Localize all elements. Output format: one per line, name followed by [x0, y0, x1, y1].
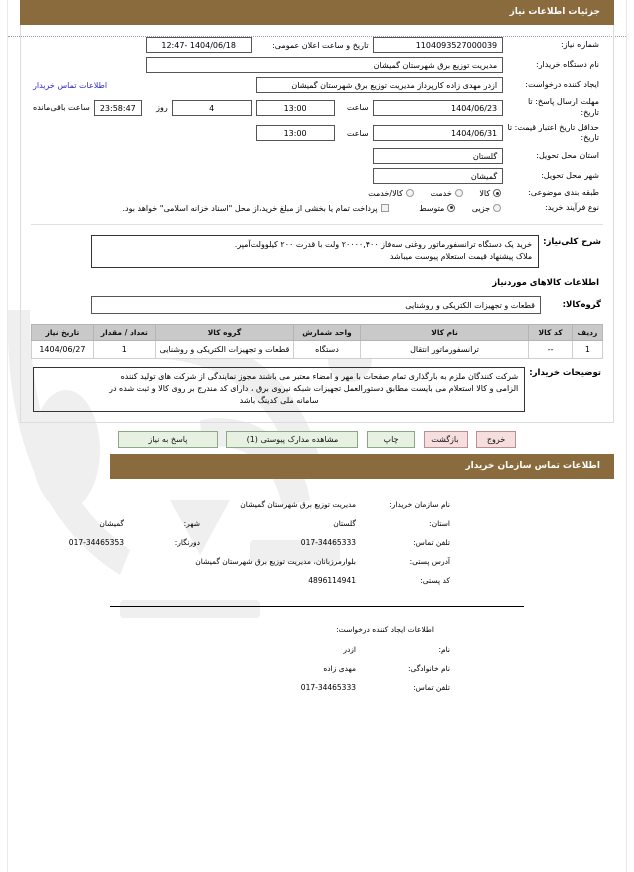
contact-postal-label: کد پستی:	[420, 575, 450, 585]
classification-option-both[interactable]	[368, 189, 414, 198]
buyer-notes-row	[31, 365, 603, 414]
city-cell	[371, 166, 506, 186]
requester-spacer-e	[453, 678, 614, 697]
contact-bar-wrap	[110, 454, 614, 479]
requester-row-family	[20, 659, 614, 678]
contact-row-org	[20, 495, 614, 514]
contact-spacer-e	[453, 533, 614, 552]
process-option-jozei[interactable]	[472, 204, 501, 213]
goods-group-label: گروه‌کالا:	[562, 299, 601, 310]
form-row-need-number	[31, 35, 603, 55]
form-row-province	[31, 146, 603, 166]
cell-qty: 1	[93, 340, 155, 358]
days-box	[170, 98, 254, 118]
buyer-notes-line-1: شرکت کنندگان ملزم به بارگذاری تمام صفحات با مهر و امضاء معتبر می باشند مجوز نمایندگی از شرکت های تولید کننده	[120, 371, 519, 381]
spacer-cell-1	[31, 35, 144, 55]
buyer-org-label: نام دستگاه خریدار:	[536, 59, 599, 69]
requester-table	[20, 640, 614, 697]
contact-spacer-d	[453, 514, 614, 533]
radio-both-icon[interactable]	[406, 189, 414, 197]
radio-jozei-icon[interactable]	[493, 204, 501, 212]
need-number-label: شماره نیاز:	[561, 39, 599, 49]
need-details-bar-wrap	[20, 0, 614, 25]
need-details-header: جزئیات اطلاعات نیاز	[20, 0, 614, 25]
buyer-notes-line-3: سامانه ملی کدینگ باشد	[239, 395, 319, 405]
contact-spacer-g	[453, 571, 614, 590]
cell-unit: دستگاه	[294, 340, 361, 358]
classification-option-kala-label: کالا	[479, 189, 491, 199]
requester-spacer-c	[453, 659, 614, 678]
spacer-cell-6	[144, 146, 254, 166]
contact-province-label: استان:	[429, 518, 450, 528]
deadline-hour-label: ساعت	[346, 103, 369, 113]
need-number-cell	[371, 35, 506, 55]
col-header-date: تاریخ نیاز	[32, 324, 94, 340]
countdown-cell	[31, 95, 144, 121]
countdown-timer: 23:58:47	[94, 100, 142, 116]
creator-cell	[254, 75, 506, 95]
requester-family-label: نام خانوادگی:	[407, 663, 450, 673]
contact-org-value: مدیریت توزیع برق شهرستان گمیشان	[240, 499, 356, 509]
cell-name: ترانسفورماتور انتقال	[360, 340, 529, 358]
deadline-date-cell	[371, 95, 506, 121]
process-options	[31, 201, 505, 216]
buyer-notes-label: توضیحات خریدار:	[529, 367, 601, 378]
contact-spacer-b	[127, 495, 203, 514]
contact-address-value: بلوارمرزبانان، مدیریت توزیع برق شهرستان گمیشان	[195, 556, 356, 566]
province-cell	[371, 146, 506, 166]
summary-row	[31, 233, 603, 270]
contact-province-value: گلستان	[333, 518, 356, 528]
summary-table	[31, 233, 603, 270]
spacer-cell-4	[31, 121, 144, 147]
city-label: شهر محل تحویل:	[541, 170, 599, 180]
print-button[interactable]: چاپ	[367, 431, 415, 448]
goods-group-input[interactable]: قطعات و تجهیزات الکتریکی و روشنایی	[91, 296, 541, 314]
contact-row-postal	[20, 571, 614, 590]
spacer-cell-5	[254, 146, 371, 166]
province-label: استان محل تحویل:	[536, 150, 599, 160]
radio-kala-icon[interactable]	[493, 189, 501, 197]
city-input[interactable]: گمیشان	[373, 168, 504, 184]
classification-label: طبقه بندی موضوعی:	[528, 188, 599, 198]
goods-group-cell	[31, 294, 543, 316]
process-option-jozei-label: جزیی	[471, 203, 491, 213]
validity-hour-box	[254, 123, 337, 143]
summary-line-1: خرید یک دستگاه ترانسفورماتور روغنی سه‌فاز ۲۰۰۰۰,۴۰۰ ولت با قدرت ۲۰۰ کیلوولت‌آمپر.	[234, 239, 533, 249]
announce-label: تاریخ و ساعت اعلان عمومی:	[272, 40, 369, 50]
back-button[interactable]: بازگشت	[424, 431, 468, 448]
classification-option-khedmat[interactable]	[430, 189, 462, 198]
validity-date-cell	[371, 121, 506, 147]
contact-phone-value: 017-34465333	[300, 537, 356, 547]
contact-fax-value: 017-34465353	[68, 537, 124, 547]
contact-city-label: شهر:	[183, 518, 200, 528]
validity-hour-input[interactable]: 13:00	[256, 125, 335, 141]
spacer-cell-2	[31, 55, 144, 75]
treasury-checkbox-group[interactable]	[123, 204, 389, 213]
spacer-before-table	[31, 316, 603, 324]
summary-box-cell	[31, 233, 541, 270]
days-unit-label: روز	[156, 103, 168, 113]
process-option-motavaset[interactable]	[419, 204, 455, 213]
contact-org-label: نام سازمان خریدار:	[389, 499, 450, 509]
process-label: نوع فرآیند خرید:	[545, 202, 599, 212]
spacer-cell-3	[144, 121, 254, 147]
deadline-hour-input[interactable]: 13:00	[256, 100, 335, 116]
radio-khedmat-icon[interactable]	[455, 189, 463, 197]
classification-options	[31, 186, 505, 201]
view-attachments-button[interactable]: مشاهده مدارک پیوستی (1)	[226, 431, 358, 448]
requester-name-label: نام:	[438, 644, 450, 654]
creator-label: ایجاد کننده درخواست:	[525, 79, 599, 89]
col-header-unit: واحد شمارش	[294, 324, 361, 340]
deadline-hour-cell	[254, 95, 371, 121]
form-row-creator	[31, 75, 603, 95]
contact-section-header: اطلاعات تماس سازمان خریدار	[110, 454, 614, 479]
summary-label: شرح کلی‌نیاز:	[543, 236, 601, 247]
requester-name-value: ازدر	[343, 644, 356, 654]
form-row-process	[31, 201, 603, 216]
buyer-notes-line-2: الزامی و کالا استعلام می بایست مطابق دستورالعمل تجهیزات شبکه نیروی برق ، دارای کد مندرج بر روی کالا و ثبت شده در	[109, 383, 519, 393]
contact-postal-value: 4896114941	[308, 575, 356, 585]
col-header-qty: تعداد / مقدار	[93, 324, 155, 340]
validity-hour-cell	[254, 121, 371, 147]
form-row-city	[31, 166, 603, 186]
form-row-deadline	[31, 95, 603, 121]
radio-motavaset-icon[interactable]	[447, 204, 455, 212]
buyer-org-cell	[144, 55, 505, 75]
goods-table	[31, 324, 603, 359]
goods-table-header-row	[32, 324, 603, 340]
spacer-cell-9	[144, 166, 254, 186]
buyer-contact-link[interactable]: اطلاعات تماس خریدار	[33, 80, 108, 90]
requester-spacer-b	[20, 640, 203, 659]
announce-cell	[144, 35, 254, 55]
process-option-motavaset-label: متوسط	[419, 203, 445, 213]
requester-family-value: مهدی زاده	[323, 663, 356, 673]
requester-section-title: اطلاعات ایجاد کننده درخواست:	[336, 624, 434, 634]
contact-spacer-a	[453, 495, 614, 514]
col-header-group: گروه کالا	[155, 324, 293, 340]
summary-box	[91, 235, 539, 268]
goods-table-head	[32, 324, 603, 340]
contact-spacer-c	[20, 495, 127, 514]
countdown-box	[92, 98, 144, 118]
requester-row-phone	[20, 678, 614, 697]
buyer-notes-cell	[31, 365, 527, 414]
validity-label: حداقل تاریخ اعتبار قیمت: تا تاریخ:	[507, 122, 599, 143]
col-header-code: کد کالا	[529, 324, 572, 340]
deadline-date-input[interactable]: 1404/06/23	[373, 100, 504, 116]
classification-option-kala[interactable]	[479, 189, 501, 198]
exit-button[interactable]: خروج	[476, 431, 516, 448]
goods-info-heading: اطلاعات کالاهای موردنیاز	[492, 277, 599, 288]
goods-group-row	[31, 294, 603, 316]
countdown-unit-label: ساعت باقی‌مانده	[33, 103, 90, 113]
action-button-row	[0, 423, 634, 454]
contact-fax-label: دورنگار:	[174, 537, 200, 547]
creator-input[interactable]: ازدر مهدی زاده کارپرداز مدیریت توزیع برق شهرستان گمیشان	[256, 77, 504, 93]
cell-date: 1404/06/27	[32, 340, 94, 358]
validity-date-input[interactable]: 1404/06/31	[373, 125, 504, 141]
treasury-checkbox-icon[interactable]	[381, 204, 389, 212]
contact-row-address	[20, 552, 614, 571]
form-row-classification	[31, 186, 603, 201]
contact-info-block	[20, 495, 614, 697]
respond-to-need-button[interactable]: پاسخ به نیاز	[118, 431, 218, 448]
spacer-cell-10	[31, 166, 144, 186]
contact-row-province-city	[20, 514, 614, 533]
contact-divider	[110, 606, 524, 607]
days-remaining-input[interactable]: 4	[172, 100, 252, 116]
summary-line-2: ملاک پیشنهاد قیمت استعلام پیوست میباشد	[389, 251, 533, 261]
deadline-hour-box	[254, 98, 337, 118]
deadline-label: مهلت ارسال پاسخ: تا تاریخ:	[527, 97, 599, 117]
buyer-org-input[interactable]: مدیریت توزیع برق شهرستان گمیشان	[146, 57, 503, 73]
need-form-table	[31, 35, 603, 216]
contact-link-cell	[31, 75, 254, 95]
form-row-validity	[31, 121, 603, 147]
contact-phone-label: تلفن تماس:	[413, 537, 450, 547]
contact-spacer-f	[453, 552, 614, 571]
cell-radif: 1	[572, 340, 602, 358]
buyer-notes-table	[31, 365, 603, 414]
contact-row-phone-fax	[20, 533, 614, 552]
treasury-checkbox-label: پرداخت تمام یا بخشی از مبلغ خرید،از محل "اسناد خزانه اسلامی" خواهد بود.	[122, 203, 378, 213]
col-header-radif: ردیف	[572, 324, 602, 340]
contact-city-value: گمیشان	[99, 518, 124, 528]
spacer-cell-8	[254, 166, 371, 186]
cell-group: قطعات و تجهیزات الکتریکی و روشنایی	[155, 340, 293, 358]
contact-table	[20, 495, 614, 590]
need-details-panel	[20, 25, 614, 423]
need-number-input[interactable]: 1104093527000039	[373, 37, 504, 53]
goods-table-body	[32, 340, 603, 358]
contact-address-label: آدرس پستی:	[409, 556, 450, 566]
buyer-notes-box	[33, 367, 525, 412]
days-cell	[144, 95, 254, 121]
requester-row-name	[20, 640, 614, 659]
cell-code: --	[529, 340, 572, 358]
goods-group-table	[31, 294, 603, 316]
classification-option-both-label: کالا/خدمت	[368, 189, 403, 199]
panel-divider-1	[31, 224, 603, 225]
announce-input[interactable]: 1404/06/18 -12:47	[146, 37, 252, 53]
spacer-cell-7	[31, 146, 144, 166]
requester-spacer-f	[20, 678, 203, 697]
requester-phone-value: 017-34465333	[300, 682, 356, 692]
classification-option-khedmat-label: خدمت	[430, 189, 452, 199]
table-row[interactable]	[32, 340, 603, 358]
requester-spacer-a	[453, 640, 614, 659]
province-input[interactable]: گلستان	[373, 148, 504, 164]
form-row-buyer-org	[31, 55, 603, 75]
validity-hour-label: ساعت	[346, 128, 369, 138]
col-header-name: نام کالا	[360, 324, 529, 340]
requester-phone-label: تلفن تماس:	[413, 682, 450, 692]
requester-spacer-d	[20, 659, 203, 678]
